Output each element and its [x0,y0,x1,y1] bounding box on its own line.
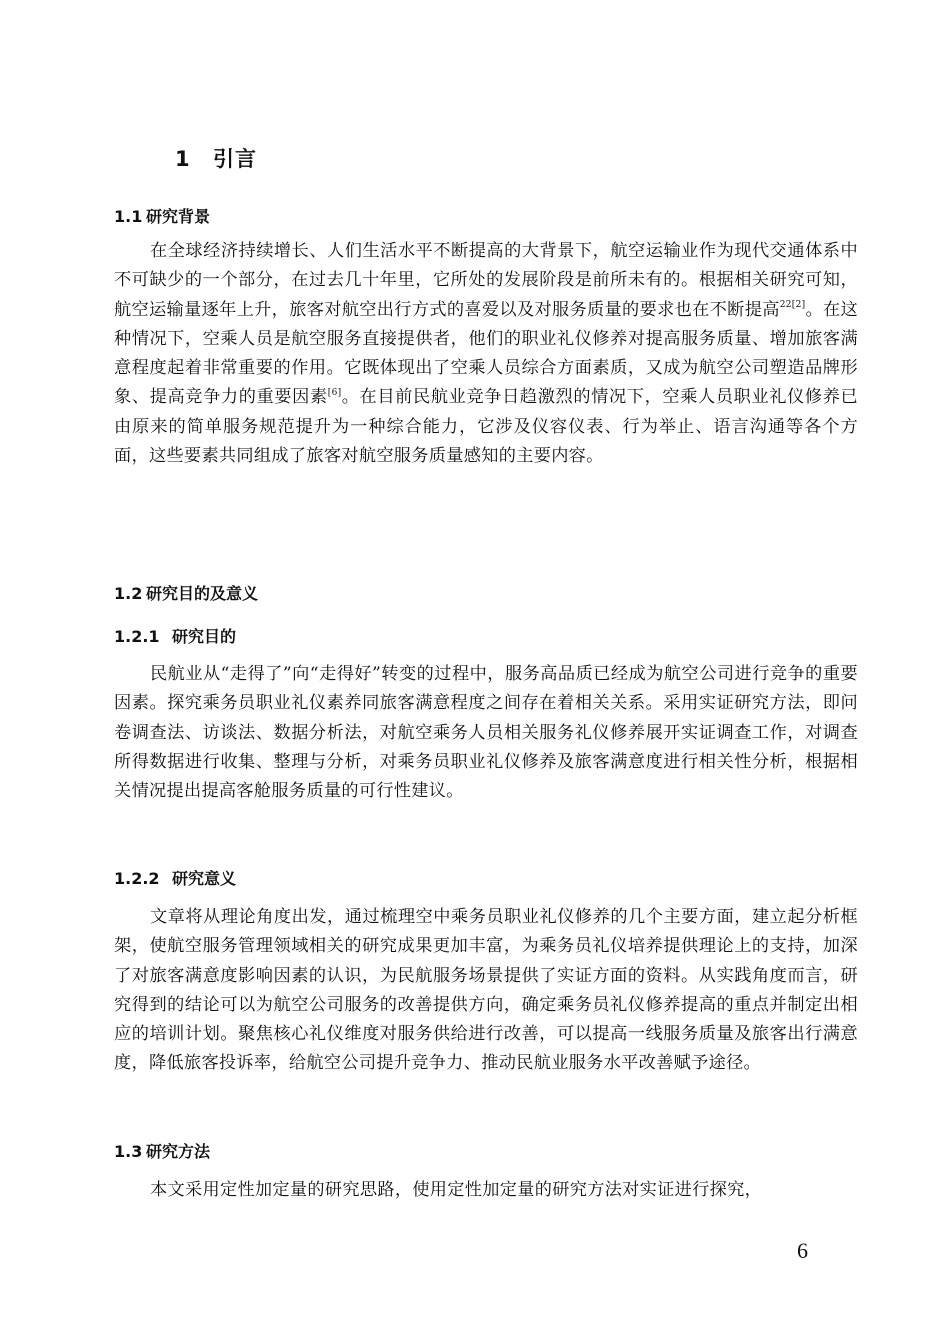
subsection-heading-1-2-2 [114,866,236,889]
section-title: 研究背景 [146,207,211,226]
paragraph-background [114,237,858,471]
subsection-title: 研究目的 [172,627,237,646]
section-heading-1-2 [114,581,258,604]
paragraph-methods: 本文采用定性加定量的研究思路，使用定性加定量的研究方法对实证进行探究， [150,1180,763,1200]
section-number: 1.2 [114,584,143,603]
chapter-number: 1 [175,147,191,171]
section-heading-1-3 [114,1139,210,1162]
section-number: 1.3 [114,1142,143,1161]
section-heading-1-1 [114,204,210,227]
paragraph-text: 在全球经济持续增长、人们生活水平不断提高的大背景下，航空运输业作为现代交通体系中不可缺少的一个部分，在过去几十年里，它所处的发展阶段是前所未有的。根据相关研究可知，航空运输量逐年上升，旅客对航空出行方式的喜爱以及对服务质量的要求也在不断提高 [114,241,858,320]
paragraph-text: 。在这种情况下，空乘人员是航空服务直接提供者，他们的职业礼仪修养对提高服务质量、增加旅客满意程度起着非常重要的作用。它既体现出了空乘人员综合方面素质，又成为航空公司塑造品牌形象、提高竞争力的重要因素 [114,299,858,408]
subsection-title: 研究意义 [172,869,237,888]
subsection-number: 1.2.2 [114,869,160,888]
paragraph-text: 。在目前民航业竞争日趋激烈的情况下，空乘人员职业礼仪修养已由原来的简单服务规范提升为一种综合能力，它涉及仪容仪表、行为举止、语言沟通等各个方面，这些要素共同组成了旅客对航空服务质量感知的主要内容。 [114,387,858,467]
section-number: 1.1 [114,207,143,226]
section-title: 研究方法 [146,1142,211,1161]
subsection-heading-1-2-1 [114,624,236,647]
citation: 22[2] [779,299,806,310]
section-title: 研究目的及意义 [146,584,259,603]
chapter-heading [175,143,257,173]
page-number: 6 [797,1238,808,1263]
chapter-title: 引言 [213,147,257,171]
paragraph-purpose: 民航业从“走得了”向“走得好”转变的过程中，服务高品质已经成为航空公司进行竞争的重要因素。探究乘务员职业礼仪素养同旅客满意程度之间存在着相关关系。采用实证研究方法，即问卷调查法、访谈法、数据分析法，对航空乘务人员相关服务礼仪修养展开实证调查工作，对调查所得数据进行收集、整理与分析，对乘务员职业礼仪修养及旅客满意度进行相关性分析，根据相关情况提出提高客舱服务质量的可行性建议。 [114,664,858,802]
subsection-number: 1.2.1 [114,627,160,646]
citation: [6] [327,387,342,398]
paragraph-significance: 文章将从理论角度出发，通过梳理空中乘务员职业礼仪修养的几个主要方面，建立起分析框架，使航空服务管理领域相关的研究成果更加丰富，为乘务员礼仪培养提供理论上的支持，加深了对旅客满意度影响因素的认识，为民航服务场景提供了实证方面的资料。从实践角度而言，研究得到的结论可以为航空公司服务的改善提供方向，确定乘务员礼仪修养提高的重点并制定出相应的培训计划。聚焦核心礼仪维度对服务供给进行改善，可以提高一线服务质量及旅客出行满意度，降低旅客投诉率，给航空公司提升竞争力、推动民航业服务水平改善赋予途径。 [114,907,858,1074]
